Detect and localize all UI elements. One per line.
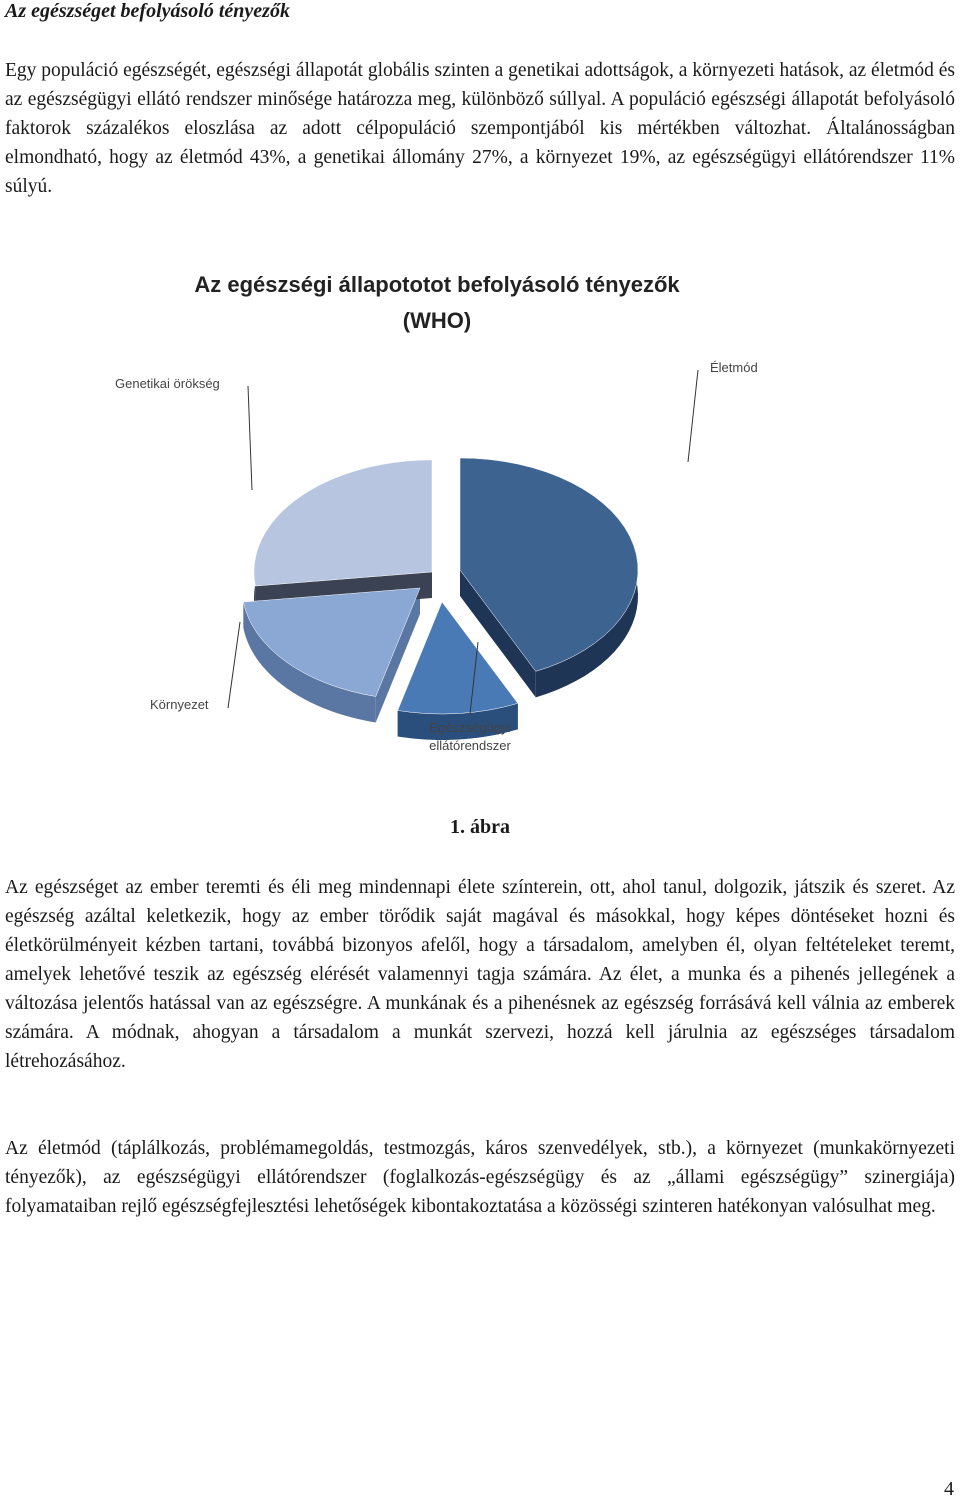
pie-slice-2 xyxy=(243,588,420,696)
pie-label-3: Genetikai örökség xyxy=(115,376,220,391)
pie-label-1-line2: ellátórendszer xyxy=(429,738,511,753)
page-number: 4 xyxy=(944,1478,954,1500)
pie-label-2: Környezet xyxy=(150,697,209,712)
pie-chart xyxy=(100,262,860,762)
body-paragraph-1: Az egészséget az ember teremti és éli meg mindennapi élete színterein, ott, ahol tanul, dolgozik, játszik és szeret. Az egészség azáltal keletkezik, hogy az ember törődik saját magával és másokkal, hogy képes döntéseket hozni és életkörülményeit kézben tartani, továbbá bizonyos afelől, hogy a társadalom, amelyben él, olyan feltételeket teremt, amelyek lehetővé teszik az egészség elérését valamennyi tagja számára. Az élet, a munka és a pihenés jellegének a változása jelentős hatással van az egészségre. A munkának és a pihenésnek az egészség forrásává kell válnia az emberek számára. A módnak, ahogyan a társadalom a munkát szervezi, hozzá kell járulnia az egészséges társadalom létrehozásához. xyxy=(5,877,955,1072)
body-paragraph-2: Az életmód (táplálkozás, problémamegoldás, testmozgás, káros szenvedélyek, stb.), a környezet (munkakörnyezeti tényezők), az egészségügyi ellátórendszer (foglalkozás-egészségügy és az „állami egészségügy” szinergiája) folyamataiban rejlő egészségfejlesztési lehetőségek kibontakoztatása a közösségi szinteren hatékonyan valósulhat meg. xyxy=(5,1138,955,1217)
intro-paragraph: Egy populáció egészségét, egészségi állapotát globális szinten a genetikai adottságok, a környezeti hatások, az életmód és az egészségügyi ellátó rendszer minősége határozza meg, különböző súllyal. A populáció egészségi állapotát befolyásoló faktorok százalékos eloszlása az adott célpopuláció szempontjából kis mértékben változhat. Általánosságban elmondható, hogy az életmód 43%, a genetikai állomány 27%, a környezet 19%, az egészségügyi ellátórendszer 11% súlyú. xyxy=(5,60,955,197)
figure-caption: 1. ábra xyxy=(450,816,510,838)
pie-slice-3 xyxy=(254,460,432,586)
leader-line-2 xyxy=(228,622,240,708)
chart-title-line1: Az egészségi állapototot befolyásoló tényezők xyxy=(194,272,680,297)
section-heading: Az egészséget befolyásoló tényezők xyxy=(5,0,290,22)
pie-label-0: Életmód xyxy=(710,360,758,375)
leader-line-3 xyxy=(248,386,252,490)
pie-label-1-line1: Egészségügyi xyxy=(429,720,511,735)
leader-line-0 xyxy=(688,370,698,462)
pie-slices xyxy=(243,458,638,740)
chart-title-line2: (WHO) xyxy=(402,308,472,333)
